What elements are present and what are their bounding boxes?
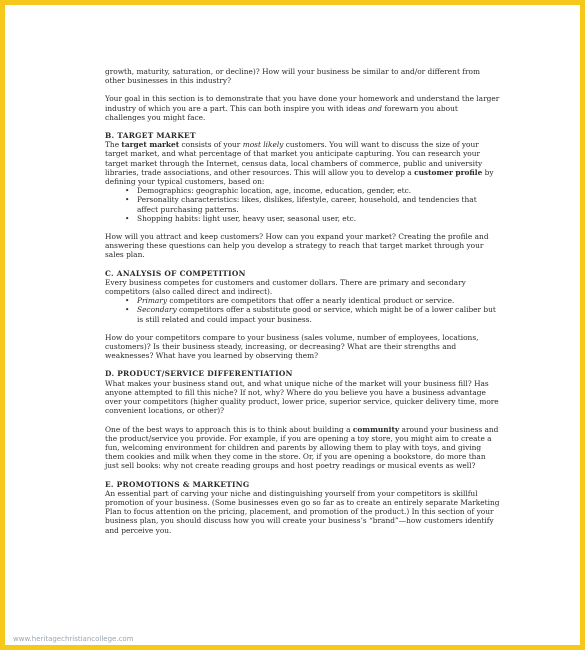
bold-term: community (352, 424, 400, 434)
list-item (127, 296, 500, 305)
intro-paragraph-2 (105, 94, 500, 122)
italic-term: Primary (137, 296, 167, 306)
customer-profile-list (105, 186, 500, 223)
text: The (105, 140, 122, 150)
page-frame (5, 5, 580, 645)
list-item: • Demographics: geographic location, age, income, education, gender, etc. (127, 186, 500, 195)
italic-term: Secondary (137, 305, 177, 315)
document-page (105, 67, 500, 544)
list-item: • Shopping habits: light user, heavy user, seasonal user, etc. (127, 214, 500, 223)
text: competitors are competitors that offer a nearly identical product or service. (167, 296, 455, 306)
text: competitors offer a substitute good or service, which might be of a lower caliber but is still related and could impact your business. (137, 305, 496, 324)
differentiation-paragraph-2 (105, 425, 500, 471)
list-item (127, 305, 500, 323)
target-market-paragraph-2: How will you attract and keep customers? How can you expand your market? Creating the profile and answering these questions can help you develop a strategy to reach that target market through your sales plan. (105, 232, 489, 260)
text: by defining your typical customers, based on: (105, 167, 494, 187)
promotions-paragraph-1: An essential part of carving your niche and distinguishing yourself from your competitors is skillful promotion of your business. (Some businesses even go so far as to create an entirely separate Marketing Plan to focus attention on the pricing, placement, and promotion of the product.) In this section of your business plan, you should discuss how you will create your business’s “brand”—how customers identify and perceive you. (105, 488, 500, 535)
section-heading-differentiation: D. PRODUCT/SERVICE DIFFERENTIATION (105, 369, 293, 379)
bold-term: target market (121, 140, 180, 150)
watermark: www.heritagechristiancollege.com (13, 635, 134, 643)
list-item: • Personality characteristics: likes, dislikes, lifestyle, career, household, and tendencies that affect purchasing patterns. (127, 195, 500, 213)
text: consists of your (179, 140, 243, 150)
bold-term: customer profile (414, 167, 483, 177)
section-heading-competition: C. ANALYSIS OF COMPETITION (105, 268, 246, 278)
intro-text: forewarn you about challenges you might face. (105, 103, 458, 122)
text: around your business and the product/service you provide. For example, if you are opening a toy store, you might aim to create a fun, welcoming environment for children and parents by allowing them to play with toys, and giving them cookies and milk when they come in the store. Or, if you are opening a bookstore, do more than just sell books: why not create reading groups and host poetry readings or musical events as well? (105, 424, 499, 471)
competitor-types-list (105, 296, 500, 324)
competition-paragraph-1: Every business competes for customers and customer dollars. There are primary and secondary competitors (also called direct and indirect). (105, 277, 466, 297)
section-heading-promotions: E. PROMOTIONS & MARKETING (105, 479, 250, 489)
italic-term: most likely (242, 140, 284, 150)
differentiation-paragraph-1: What makes your business stand out, and what unique niche of the market will your business fill? Has anyone attempted to fill this niche? If not, why? Where do you believe you have a business advantage over your competitors (higher quality product, lower price, superior service, quicker delivery time, more convenient locations, or other)? (105, 378, 499, 416)
intro-italic: and (368, 103, 382, 113)
section-heading-target-market: B. TARGET MARKET (105, 131, 196, 141)
competition-paragraph-2: How do your competitors compare to your business (sales volume, number of employees, locations, customers)? Is their business steady, increasing, or decreasing? What are their strengths and weaknesses? What have you learned by observing them? (105, 332, 479, 361)
target-market-paragraph-1 (105, 140, 500, 186)
intro-text: Your goal in this section is to demonstrate that you have done your homework and understand the larger industry of which you are a part. This can both inspire you with ideas (105, 94, 500, 113)
text: customers. You will want to discuss the size of your target market, and what percentage of that market you anticipate capturing. You can research your target market through the Internet, census data, local chambers of commerce, public and university libraries, trade associations, and other resources. This will allow you to develop a (105, 140, 483, 177)
intro-paragraph-1: growth, maturity, saturation, or decline)? How will your business be similar to and/or different from other businesses in this industry? (105, 67, 480, 86)
text: One of the best ways to approach this is to think about building a (105, 424, 353, 434)
